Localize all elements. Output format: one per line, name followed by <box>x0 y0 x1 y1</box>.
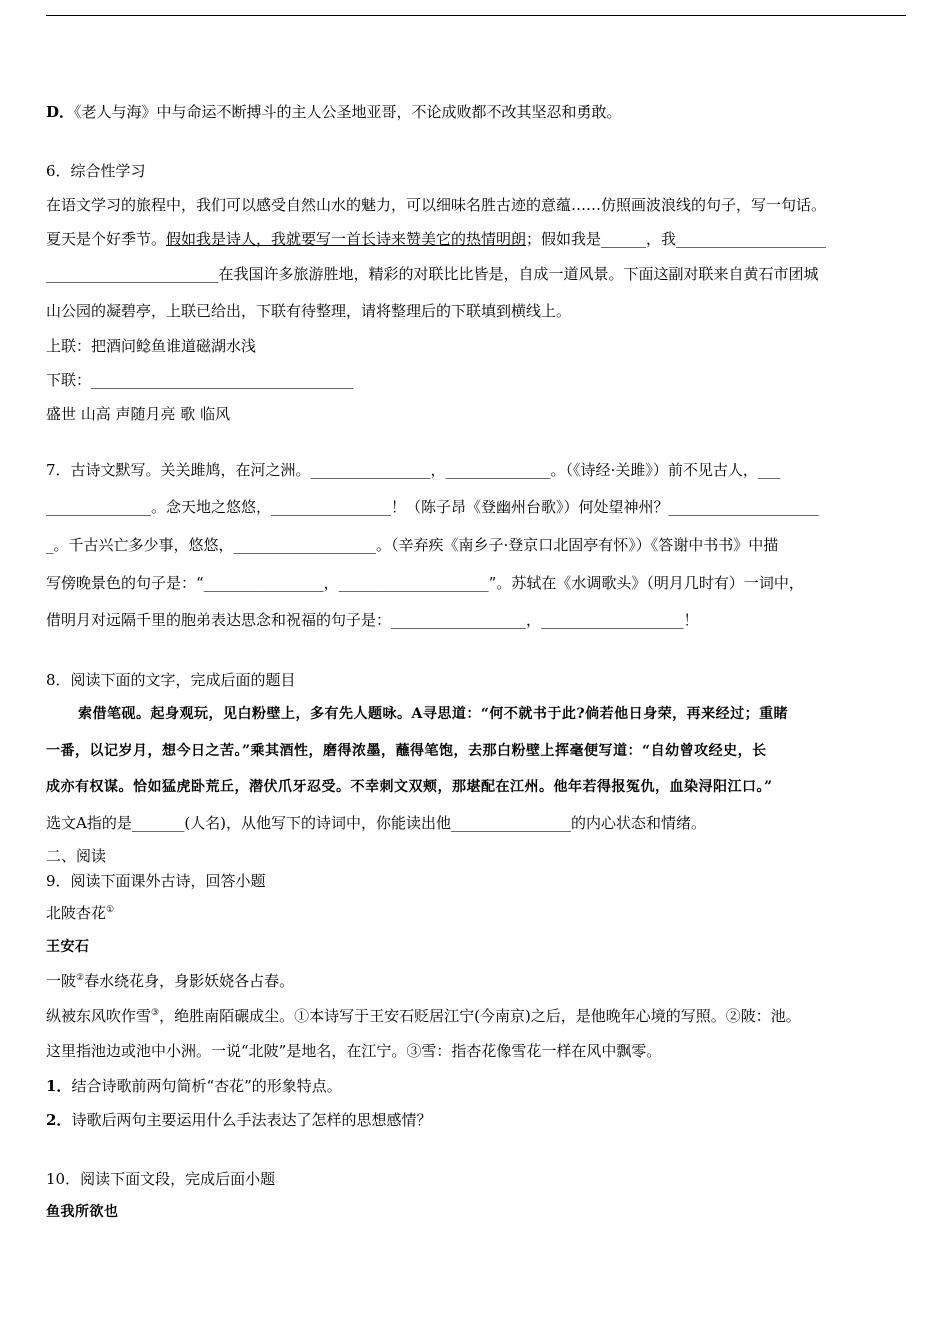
q10-passage-title: 鱼我所欲也 <box>46 1204 119 1220</box>
section-2-heading: 二、阅读 <box>46 847 107 865</box>
poem-line-2 <box>46 1006 801 1026</box>
q7-line-5: 借明月对远隔千里的胞弟表达思念和祝福的句子是：__________________，___________________！ <box>46 611 699 629</box>
q9-title: 9．阅读下面课外古诗，回答小题 <box>46 872 266 890</box>
poem-line-1a: 一陂 <box>46 972 77 990</box>
q8-question: 选文A指的是_______(人名)，从他写下的诗词中，你能读出他________________的内心状态和情绪。 <box>46 814 707 832</box>
q7-line-4: 写傍晚景色的句子是：“________________，____________________”。苏轼在《水调歌头》（明月几时有）一词中， <box>46 574 804 592</box>
q10-title: 10．阅读下面文段，完成后面小题 <box>46 1170 276 1188</box>
q7-line-1: 7．古诗文默写。关关雎鸠，在河之洲。________________，______________。（《诗经·关雎》）前不见古人，___ <box>46 461 781 479</box>
q8-passage-2: 一番，以记岁月，想今日之苦。”乘其酒性，磨得浓墨，蘸得笔饱，去那白粉壁上挥毫便写道：“自幼曾攻经史，长 <box>46 743 767 759</box>
q7-line-2: ______________。念天地之悠悠，________________！（陈子昂《登幽州台歌》）何处望神州？____________________ <box>46 498 819 516</box>
footnote-mark-2: ② <box>76 973 85 983</box>
upper-couplet: 上联：把酒问鲶鱼谁道磁湖水浅 <box>46 337 257 355</box>
wavy-underlined-sentence: 假如我是诗人，我就要写一首长诗来赞美它的热情明朗 <box>166 230 527 248</box>
q8-passage-3: 成亦有权谋。恰如猛虎卧荒丘，潜伏爪牙忍受。不幸刺文双颊，那堪配在江州。他年若得报冤仇，血染浔阳江口。” <box>46 779 773 795</box>
footnote-mark-3: ③ <box>151 1008 160 1018</box>
poem-title <box>46 903 114 923</box>
q7-line-3: _。千古兴亡多少事，悠悠，___________________。（辛弃疾《南乡子·登京口北固亭有怀》）《答谢中书书》中描 <box>46 536 779 554</box>
q9-subquestion-2 <box>46 1110 431 1130</box>
option-d <box>46 102 622 122</box>
poem-author: 王安石 <box>46 939 90 955</box>
q6-line-4: 山公园的凝碧亭，上联已给出，下联有待整理，请将整理后的下联填到横线上。 <box>46 302 572 320</box>
q6-line-1: 在语文学习的旅程中，我们可以感受自然山水的魅力，可以细味名胜古迹的意蕴……仿照画波浪线的句子，写一句话。 <box>46 196 827 214</box>
q8-title: 8．阅读下面的文字，完成后面的题目 <box>46 671 296 689</box>
poem-line-1 <box>46 971 294 991</box>
subquestion-2-label: 2． <box>46 1111 72 1129</box>
q6-line-3: _______________________在我国许多旅游胜地，精彩的对联比比皆是，自成一道风景。下面这副对联来自黄石市团城 <box>46 265 819 283</box>
poem-line-2b: ，绝胜南陌碾成尘。①本诗写于王安石贬居江宁(今南京)之后，是他晚年心境的写照。②陂：池。 <box>159 1007 801 1025</box>
option-d-text: 《老人与海》中与命运不断搏斗的主人公圣地亚哥，不论成败都不改其坚忍和勇敢。 <box>74 103 622 121</box>
q6-line-2 <box>46 229 826 249</box>
q6-line-2a: 夏天是个好季节。 <box>46 230 167 248</box>
poem-title-text: 北陂杏花 <box>46 904 107 922</box>
q9-subquestion-1 <box>46 1076 342 1096</box>
q8-passage-1: 索借笔砚。起身观玩，见白粉壁上，多有先人题咏。A寻思道：“何不就书于此?倘若他日身荣，再来经过；重睹 <box>78 706 789 722</box>
poem-notes: 这里指池边或池中小洲。一说“北陂”是地名，在江宁。③雪：指杏花像雪花一样在风中飘零。 <box>46 1042 662 1060</box>
option-d-label: D． <box>46 103 75 121</box>
lower-couplet-blank: 下联：___________________________________ <box>46 371 354 389</box>
poem-line-1b: 春水绕花身，身影妖娆各占春。 <box>84 972 295 990</box>
subquestion-2-text: 诗歌后两句主要运用什么手法表达了怎样的思想感情？ <box>71 1111 432 1129</box>
footnote-mark-1: ① <box>106 905 115 915</box>
q6-title: 6．综合性学习 <box>46 162 146 180</box>
subquestion-1-label: 1． <box>46 1077 72 1095</box>
couplet-fragments: 盛世 山高 声随月亮 歌 临风 <box>46 405 231 423</box>
q6-line-2c: ；假如我是______，我____________________ <box>526 230 827 248</box>
subquestion-1-text: 结合诗歌前两句简析“杏花”的形象特点。 <box>71 1077 342 1095</box>
top-rule <box>46 15 906 16</box>
poem-line-2a: 纵被东风吹作雪 <box>46 1007 152 1025</box>
